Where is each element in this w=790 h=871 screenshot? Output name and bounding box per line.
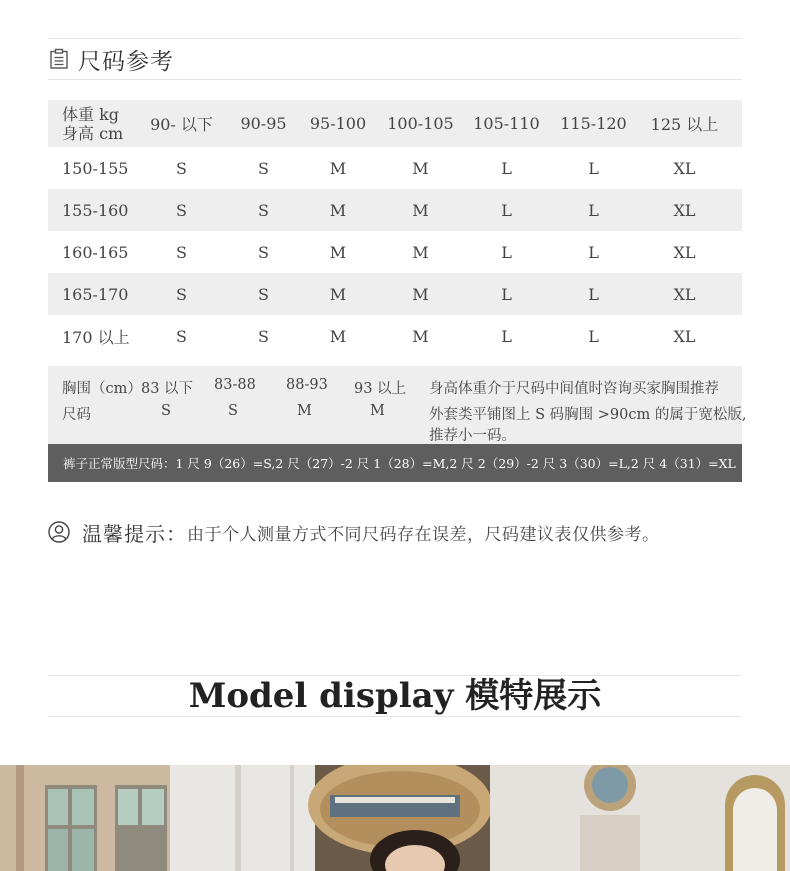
size-cell: L — [501, 284, 512, 304]
size-cell: S — [258, 200, 269, 220]
chest-size: S — [228, 403, 238, 419]
weight-header: 90-95 — [240, 114, 287, 133]
table-row — [48, 315, 742, 357]
height-cell: 150-155 — [62, 158, 129, 178]
size-cell: L — [588, 284, 599, 304]
top-divider — [48, 38, 742, 39]
corner-cell — [48, 105, 144, 143]
size-cell: S — [176, 158, 187, 178]
size-cell: M — [412, 242, 429, 262]
size-cell: S — [176, 200, 187, 220]
table-row — [48, 147, 742, 189]
size-cell: S — [258, 284, 269, 304]
heading-divider — [48, 79, 742, 80]
size-cell: XL — [673, 242, 696, 262]
chest-size: S — [161, 403, 171, 419]
section-title: 尺码参考 — [78, 48, 174, 75]
pants-size-note: 裤子正常版型尺码：1 尺 9（26）=S,2 尺（27）-2 尺 1（28）=M,2 尺 2（29）-2 尺 3（30）=L,2 尺 4（31）=XL — [48, 444, 742, 482]
size-cell: L — [501, 200, 512, 220]
chest-size: M — [297, 403, 312, 419]
size-cell: M — [412, 200, 429, 220]
size-cell: M — [412, 326, 429, 346]
size-cell: M — [329, 284, 347, 304]
weight-header: 105-110 — [473, 114, 540, 133]
model-display-title: Model display 模特展示 — [188, 676, 602, 716]
reminder-label: 温馨提示： — [82, 521, 187, 546]
height-label: 身高 cm — [62, 123, 124, 143]
height-cell: 170 以上 — [62, 327, 130, 347]
size-cell: XL — [673, 284, 696, 304]
size-cell: S — [258, 158, 269, 178]
size-cell: S — [176, 284, 187, 304]
chest-range: 83-88 — [214, 377, 256, 393]
chest-range: 83 以下 — [141, 381, 194, 397]
weight-header: 115-120 — [560, 114, 627, 133]
chest-note-line: 身高体重介于尺码中间值时咨询买家胸围推荐 — [429, 381, 719, 397]
size-cell: M — [412, 158, 429, 178]
clipboard-icon — [48, 48, 70, 70]
size-cell: L — [501, 158, 512, 178]
chest-note-line: 外套类平铺图上 S 码胸围 >90cm 的属于宽松版, — [429, 407, 747, 423]
chest-note-line: 推荐小一码。 — [429, 428, 516, 444]
size-label: 尺码 — [62, 407, 91, 423]
reminder-message: 由于个人测量方式不同尺码存在误差，尺码建议表仅供参考。 — [187, 524, 660, 545]
table-row — [48, 189, 742, 231]
size-cell: S — [258, 326, 269, 346]
weight-label: 体重 kg — [62, 104, 120, 124]
weight-header: 95-100 — [309, 114, 367, 133]
size-cell: S — [176, 326, 187, 346]
chest-size-table — [48, 366, 747, 444]
size-cell: S — [176, 242, 187, 262]
weight-header: 100-105 — [387, 114, 454, 133]
size-cell: XL — [673, 200, 696, 220]
model-photo — [0, 765, 790, 871]
size-cell: L — [588, 326, 599, 346]
chest-range: 88-93 — [286, 377, 328, 393]
size-table-header — [48, 100, 742, 147]
size-cell: XL — [673, 158, 696, 178]
reminder — [48, 518, 660, 546]
height-cell: 160-165 — [62, 242, 129, 262]
size-cell: L — [501, 242, 512, 262]
size-cell: M — [329, 158, 347, 178]
size-cell: M — [329, 326, 347, 346]
size-cell: L — [588, 200, 599, 220]
size-cell: L — [588, 158, 599, 178]
size-cell: L — [501, 326, 512, 346]
model-photo-illustration — [0, 765, 790, 871]
weight-header: 125 以上 — [650, 115, 719, 134]
size-cell: M — [329, 242, 347, 262]
size-cell: M — [412, 284, 429, 304]
size-cell: M — [329, 200, 347, 220]
size-cell: XL — [673, 326, 696, 346]
table-row — [48, 231, 742, 273]
size-cell: S — [258, 242, 269, 262]
size-cell: L — [588, 242, 599, 262]
user-icon — [48, 521, 70, 543]
chest-size: M — [370, 403, 385, 419]
height-cell: 165-170 — [62, 284, 129, 304]
size-reference-heading — [48, 44, 174, 74]
table-row — [48, 273, 742, 315]
model-bottom-divider — [48, 716, 742, 717]
size-table — [48, 100, 742, 357]
chest-range: 93 以上 — [354, 381, 407, 397]
height-cell: 155-160 — [62, 200, 129, 220]
weight-header: 90- 以下 — [150, 115, 213, 134]
chest-label: 胸围（cm） — [62, 381, 142, 397]
